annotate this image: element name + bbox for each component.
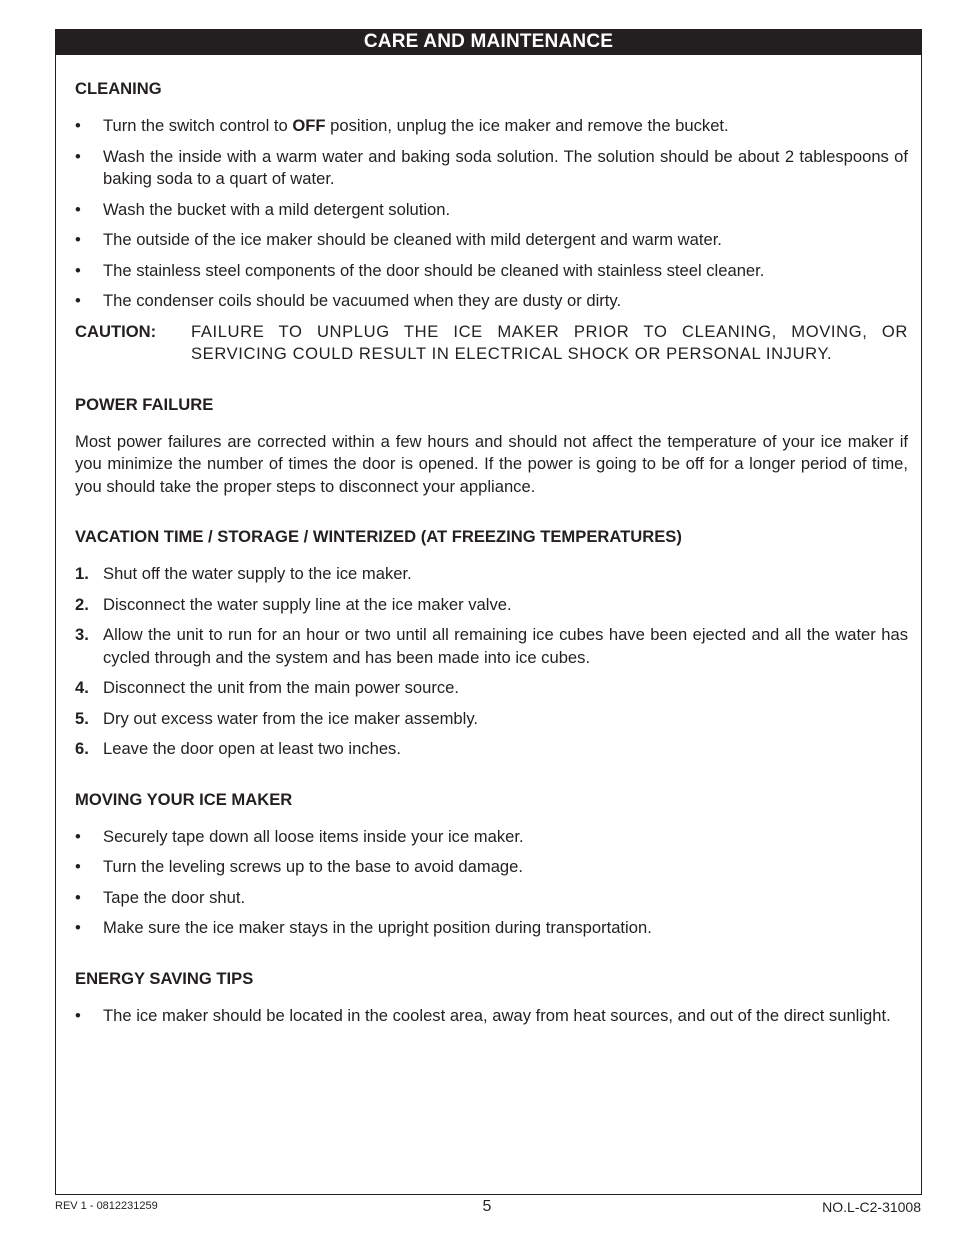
bullet-marker: • xyxy=(75,116,81,135)
bullet-marker: • xyxy=(75,199,81,219)
list-item xyxy=(75,229,908,252)
list-item xyxy=(75,146,908,191)
step-item xyxy=(75,563,908,586)
cleaning-heading: CLEANING xyxy=(75,79,162,98)
caution-text: FAILURE TO UNPLUG THE ICE MAKER PRIOR TO CLEANING, MOVING, OR SERVICING COULD RESULT IN ELECTRICAL SHOCK OR PERSONAL INJURY. xyxy=(191,321,908,363)
caution-note xyxy=(75,321,908,366)
bullet-marker: • xyxy=(75,887,81,907)
energy-list xyxy=(75,1005,908,1028)
item-text: Turn the switch control to xyxy=(103,116,293,135)
item-text: Wash the inside with a warm water and baking soda solution. The solution should be about 2 tablespoons of baking soda to a quart of water. xyxy=(103,146,908,188)
step-text: Leave the door open at least two inches. xyxy=(103,739,401,758)
step-number: 6. xyxy=(75,739,89,758)
caution-label: CAUTION: xyxy=(75,321,157,341)
step-item xyxy=(75,624,908,669)
off-keyword: OFF xyxy=(292,116,326,135)
revision-label: REV 1 - 0812231259 xyxy=(55,1200,158,1212)
cleaning-list xyxy=(75,115,908,313)
step-number: 5. xyxy=(75,708,89,728)
bullet-marker: • xyxy=(75,1005,81,1025)
step-item xyxy=(75,708,908,731)
energy-heading: ENERGY SAVING TIPS xyxy=(75,968,254,988)
list-item xyxy=(75,917,908,940)
bullet-marker: • xyxy=(75,146,81,166)
item-text: position, unplug the ice maker and remove the bucket. xyxy=(325,116,729,135)
item-text: Turn the leveling screws up to the base to avoid damage. xyxy=(103,857,524,876)
item-text: The condenser coils should be vacuumed when they are dusty or dirty. xyxy=(103,291,622,310)
bullet-marker: • xyxy=(75,857,81,876)
moving-list xyxy=(75,826,908,940)
power-failure-heading: POWER FAILURE xyxy=(75,394,214,414)
bullet-marker: • xyxy=(75,826,81,846)
step-number: 4. xyxy=(75,678,89,697)
vacation-steps xyxy=(75,563,908,761)
page-content xyxy=(75,78,908,1027)
step-number: 2. xyxy=(75,594,89,614)
step-item xyxy=(75,677,908,700)
list-item xyxy=(75,826,908,849)
step-text: Shut off the water supply to the ice maker. xyxy=(103,564,412,583)
document-number: NO.L-C2-31008 xyxy=(822,1199,921,1215)
moving-heading: MOVING YOUR ICE MAKER xyxy=(75,789,293,809)
list-item xyxy=(75,260,908,283)
step-text: Disconnect the water supply line at the ice maker valve. xyxy=(103,594,512,614)
vacation-heading: VACATION TIME / STORAGE / WINTERIZED (AT FREEZING TEMPERATURES) xyxy=(75,527,682,546)
section-banner: CARE AND MAINTENANCE xyxy=(55,29,922,55)
step-text: Dry out excess water from the ice maker assembly. xyxy=(103,708,479,728)
item-text: The outside of the ice maker should be cleaned with mild detergent and warm water. xyxy=(103,230,722,249)
step-item xyxy=(75,738,908,761)
step-text: Allow the unit to run for an hour or two until all remaining ice cubes have been ejected and all the water has cycled through and the system and has been made into ice cubes. xyxy=(103,625,908,667)
item-text: The ice maker should be located in the coolest area, away from heat sources, and out of the direct sunlight. xyxy=(103,1005,891,1025)
bullet-marker: • xyxy=(75,291,81,310)
list-item xyxy=(75,115,908,138)
power-failure-text: Most power failures are corrected within a few hours and should not affect the temperature of your ice maker if you minimize the number of times the door is opened. If the power is going to be off for a longer period of time, you should take the proper steps to disconnect your appliance. xyxy=(75,431,908,496)
item-text: Wash the bucket with a mild detergent solution. xyxy=(103,199,451,219)
list-item xyxy=(75,1005,908,1028)
bullet-marker: • xyxy=(75,260,81,280)
list-item xyxy=(75,290,908,313)
item-text: Make sure the ice maker stays in the upright position during transportation. xyxy=(103,918,652,937)
item-text: Tape the door shut. xyxy=(103,887,246,907)
bullet-marker: • xyxy=(75,918,81,937)
step-text: Disconnect the unit from the main power source. xyxy=(103,678,460,697)
list-item xyxy=(75,887,908,910)
list-item xyxy=(75,199,908,222)
step-number: 3. xyxy=(75,625,89,644)
item-text: Securely tape down all loose items inside your ice maker. xyxy=(103,826,524,846)
step-item xyxy=(75,594,908,617)
item-text: The stainless steel components of the door should be cleaned with stainless steel cleaner. xyxy=(103,260,765,280)
page-number: 5 xyxy=(482,1198,492,1215)
list-item xyxy=(75,856,908,879)
step-number: 1. xyxy=(75,564,89,583)
bullet-marker: • xyxy=(75,230,81,249)
